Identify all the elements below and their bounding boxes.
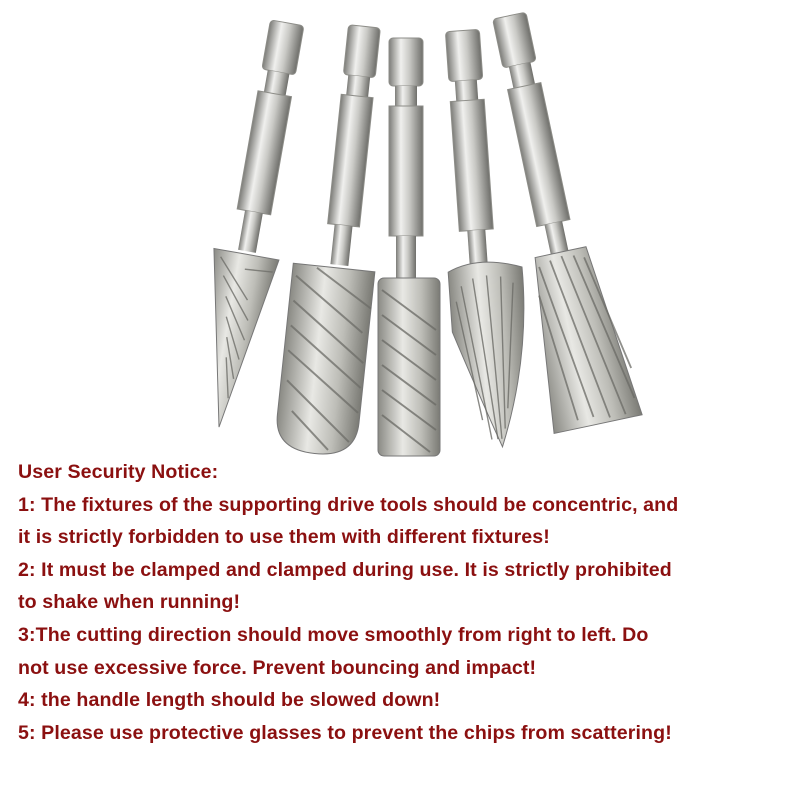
- burr-bit-cylinder: [378, 38, 440, 456]
- notice-line: 4: the handle length should be slowed down!: [18, 689, 441, 712]
- notice-line: 3:The cutting direction should move smoothly from right to left. Do: [18, 623, 649, 646]
- notice-line: it is strictly forbidden to use them with different fixtures!: [18, 526, 550, 549]
- notice-line: 5: Please use protective glasses to prevent the chips from scattering!: [18, 721, 672, 744]
- notice-line: not use excessive force. Prevent bouncing and impact!: [18, 656, 537, 679]
- security-notice: [18, 456, 788, 749]
- notice-line: to shake when running!: [18, 591, 241, 614]
- notice-line: 1: The fixtures of the supporting drive tools should be concentric, and: [18, 493, 679, 516]
- notice-title: User Security Notice:: [18, 461, 219, 483]
- notice-line: 2: It must be clamped and clamped during use. It is strictly prohibited: [18, 558, 672, 581]
